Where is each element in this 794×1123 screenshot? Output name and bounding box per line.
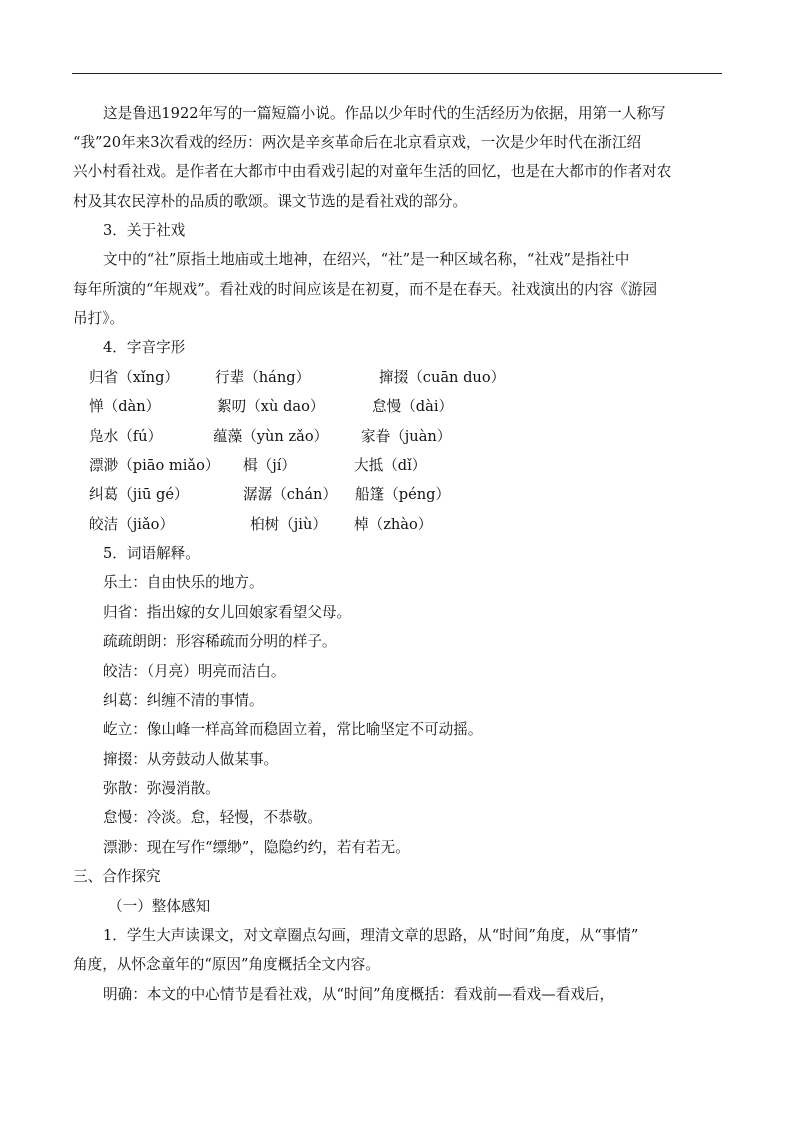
subsection-1-heading: （一）整体感知	[108, 898, 211, 915]
section-5-heading: 5．词语解释。	[103, 545, 200, 562]
pinyin-entry: 蕴藻（yùn zǎo）	[213, 428, 329, 445]
pinyin-entry: 皎洁（jiǎo）	[89, 516, 175, 533]
definition-item: 屹立：像山峰一样高耸而稳固立着，常比喻坚定不可动摇。	[103, 721, 483, 738]
definition-item: 漂渺：现在写作“缥缈”，隐隐约约，若有若无。	[103, 839, 410, 856]
pinyin-entry: 桕树（jiù）	[250, 516, 327, 533]
definition-item: 疏疏朗朗：形容稀疏而分明的样子。	[103, 633, 337, 650]
pinyin-entry: 惮（dàn）	[89, 398, 161, 415]
pinyin-entry: 船篷（péng）	[355, 486, 451, 503]
header-rule	[72, 73, 722, 74]
intro-line-3: 兴小村看社戏。是作者在大都市中由看戏引起的对童年生活的回忆，也是在大都市的作者对农	[73, 163, 672, 180]
intro-line-1: 这是鲁迅1922年写的一篇短篇小说。作品以少年时代的生活经历为依据，用第一人称写	[103, 105, 666, 122]
pinyin-entry: 纠葛（jiū gé）	[89, 486, 189, 503]
s3-body-line-3: 吊打》。	[73, 310, 125, 327]
part-3-heading: 三、合作探究	[73, 868, 161, 885]
pinyin-entry: 家眷（juàn）	[361, 428, 452, 445]
pinyin-entry: 行辈（háng）	[215, 369, 311, 386]
task-1-line-1: 1．学生大声读课文，对文章圈点勾画，理清文章的思路，从“时间”角度，从“事情”	[103, 927, 639, 944]
s3-body-line-1: 文中的“社”原指土地庙或土地神，在绍兴，“社”是一种区域名称，“社戏”是指社中	[103, 251, 630, 268]
pinyin-entry: 撺掇（cuān duo）	[379, 369, 506, 386]
answer-1: 明确：本文的中心情节是看社戏，从“时间”角度概括：看戏前—看戏—看戏后，	[103, 986, 615, 1003]
definition-item: 撺掇：从旁鼓动人做某事。	[103, 751, 279, 768]
pinyin-entry: 棹（zhào）	[354, 516, 433, 533]
s3-body-line-2: 每年所演的“年规戏”。看社戏的时间应该是在初夏，而不是在春天。社戏演出的内容《游园	[73, 281, 658, 298]
definition-item: 皎洁：（月亮）明亮而洁白。	[103, 663, 286, 680]
definition-item: 怠慢：冷淡。怠，轻慢，不恭敬。	[103, 809, 322, 826]
definition-item: 纠葛：纠缠不清的事情。	[103, 692, 264, 709]
definition-item: 归省：指出嫁的女儿回娘家看望父母。	[103, 604, 352, 621]
pinyin-entry: 漂渺（piāo miǎo）	[89, 457, 220, 474]
definition-item: 弥散：弥漫消散。	[103, 780, 220, 797]
section-3-heading: 3．关于社戏	[103, 222, 186, 239]
pinyin-entry: 怠慢（dài）	[372, 398, 454, 415]
task-1-line-2: 角度，从怀念童年的“原因”角度概括全文内容。	[73, 956, 380, 973]
pinyin-entry: 楫（jí）	[243, 457, 296, 474]
definition-item: 乐土：自由快乐的地方。	[103, 574, 264, 591]
pinyin-entry: 絮叨（xù dao）	[217, 398, 325, 415]
intro-line-4: 村及其农民淳朴的品质的歌颂。课文节选的是看社戏的部分。	[73, 193, 468, 210]
pinyin-entry: 凫水（fú）	[89, 428, 163, 445]
pinyin-entry: 归省（xǐng）	[89, 369, 180, 386]
section-4-heading: 4．字音字形	[103, 339, 186, 356]
pinyin-entry: 大抵（dǐ）	[354, 457, 427, 474]
pinyin-entry: 潺潺（chán）	[243, 486, 338, 503]
intro-line-2: “我”20年来3次看戏的经历：两次是辛亥革命后在北京看京戏，一次是少年时代在浙江绍	[73, 134, 642, 151]
